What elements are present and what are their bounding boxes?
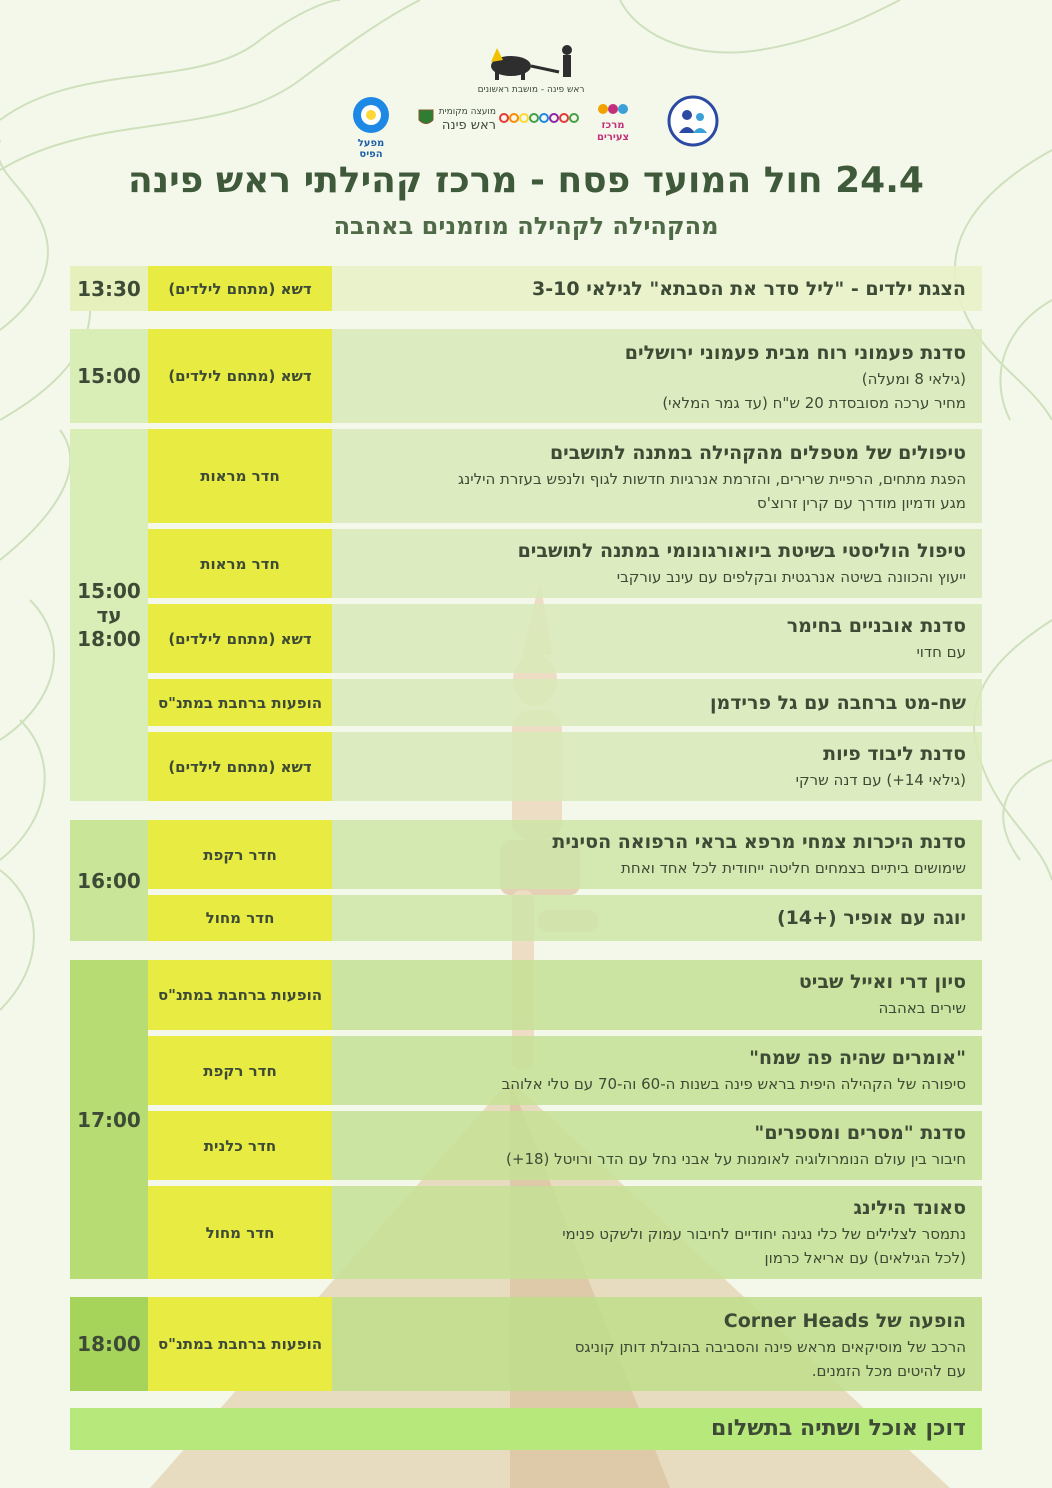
page-title: 24.4 חול המועד פסח - מרכז קהילתי ראש פינה [128,160,924,201]
schedule-row [148,1111,982,1180]
schedule-group-1330 [70,266,982,311]
schedule-row [148,1186,982,1279]
schedule-row [148,820,982,889]
event-title: סדנת ליבוד פיות [823,743,966,765]
location-cell: חדר כלנית [148,1111,332,1180]
schedule-row [148,266,982,311]
event-cell [332,604,982,673]
event-line: ייעוץ והכוונה בשיטה אנרגטית ובקלפים עם עינב עורקבי [616,568,966,586]
location-cell: הופעות ברחבת במתנ"ס [148,1297,332,1391]
event-title: טיפול הוליסטי בשיטת ביואורגונומי במתנה לתושבים [517,540,966,562]
council-emblem-icon [418,109,434,127]
event-title: סדנת היכרות צמחי מרפא בראי הרפואה הסינית [552,831,966,853]
event-line: הרכב של מוסיקאים מראש פינה והסביבה בהובלת דותן קוניגס [574,1338,966,1356]
time-cell: 18:00 [70,1297,148,1391]
event-title: סדנת פעמוני רוח מבית פעמוני ירושלים [624,342,966,364]
event-cell [332,820,982,889]
location-cell: חדר מחול [148,1186,332,1279]
time-cell: 17:00 [70,960,148,1279]
schedule-row [148,604,982,673]
council-logo: מועצה מקומית ראש פינה [418,106,496,132]
time-cell: 15:00 עד 18:00 [70,429,148,801]
event-title: סיון דרי ואייל שביט [798,971,966,993]
schedule-row [148,329,982,423]
community-people-icon [667,95,719,147]
community-center-logo [666,95,720,150]
event-title: הופעה של Corner Heads [723,1310,966,1332]
location-cell: חדר מראות [148,429,332,523]
schedule-row [148,1297,982,1391]
time-cell: 15:00 [70,329,148,423]
event-cell [332,1186,982,1279]
location-cell: חדר רקפת [148,1036,332,1105]
event-line: חיבור בין עולם הנומרולוגיה לאומנות על אבני נחל עם הדר ורויטל (18+) [506,1150,966,1168]
event-cell [332,1036,982,1105]
event-line: (לכל הגילאים) עם אריאל כרמון [764,1249,966,1267]
location-cell: הופעות ברחבת במתנ"ס [148,679,332,726]
mifal-hapais-icon [350,95,392,135]
rosh-pina-logo-text: ראש פינה - מושבת ראשונים [477,85,585,95]
schedule-group-1800 [70,1297,982,1391]
event-cell [332,266,982,311]
event-cell [332,429,982,523]
event-line: נתמסר לצלילים של כלי נגינה יחודיים לחיבור עמוק ולשקט פנימי [562,1225,966,1243]
youth-dots-icon [598,102,628,116]
food-stand-banner: דוכן אוכל ושתיה בתשלום [70,1408,982,1450]
event-line: שימושים ביתיים בצמחים חליטה ייחודית לכל אחד ואחת [621,859,966,877]
time-cell: 13:30 [70,266,148,311]
schedule-row [148,429,982,523]
location-cell: דשא (מתחם לילדים) [148,266,332,311]
event-line: (גילאי 14+) עם דנה שרקי [795,771,966,789]
location-cell: דשא (מתחם לילדים) [148,604,332,673]
time-cell: 16:00 [70,820,148,941]
event-title: יוגה עם אופיר (+14) [776,907,966,929]
youth-center-logo: מרכז צעירים [590,102,636,144]
event-cell [332,529,982,598]
event-cell [332,1111,982,1180]
event-title: טיפולים של מטפלים מהקהילה במתנה לתושבים [549,442,966,464]
event-line: עם להיטים מכל הזמנים. [811,1362,966,1380]
event-line: עם חדוי [916,643,966,661]
schedule-row [148,529,982,598]
event-title: הצגת ילדים - "ליל סדר את הסבתא" לגילאי 3-10 [532,277,966,300]
location-cell: חדר מראות [148,529,332,598]
schedule-group-1500-1800 [70,429,982,801]
event-title: סדנת אובניים בחימר [786,615,966,637]
rosh-pina-logo [476,42,586,95]
event-cell [332,1297,982,1391]
event-cell [332,732,982,801]
schedule-row [148,960,982,1030]
page-subtitle: מהקהילה לקהילה מוזמנים באהבה [333,212,719,240]
schedule-group-1500 [70,329,982,423]
event-cell [332,960,982,1030]
ox-plow-icon [481,42,581,82]
mifal-hapais-logo: מפעל הפיס [348,95,394,160]
event-line: (גילאי 8 ומעלה) [861,370,966,388]
location-cell: חדר רקפת [148,820,332,889]
event-line: הפגת מתחים, הרפיית שרירים, והזרמת אנרגיות חדשות לגוף ולנפש בעזרת הילינג [458,470,966,488]
schedule-row [148,1036,982,1105]
event-title: סדנת "מסרים ומספרים" [754,1122,966,1144]
location-cell: דשא (מתחם לילדים) [148,732,332,801]
event-line: שירים באהבה [878,999,966,1017]
event-line: סיפורה של הקהילה היפית בראש פינה בשנות ה-60 וה-70 עם טלי אלוהב [501,1075,966,1093]
schedule-row [148,895,982,941]
color-rings-logo [497,112,587,127]
event-cell [332,679,982,726]
schedule-group-1600 [70,820,982,941]
location-cell: דשא (מתחם לילדים) [148,329,332,423]
event-title: "אומרים שהיה פה שמח" [749,1047,966,1069]
location-cell: חדר מחול [148,895,332,941]
event-title: שח-מט ברחבה עם גל פרידמן [709,691,966,714]
logos-bar [0,40,1052,160]
event-cell [332,329,982,423]
rings-icon [498,112,586,124]
schedule-row [148,732,982,801]
event-line: מגע ודמיון מודרך עם קרין זרוצ'ס [757,494,966,512]
event-line: מחיר ערכה מסובסדת 20 ש"ח (עד גמר המלאי) [662,394,966,412]
location-cell: הופעות ברחבת במתנ"ס [148,960,332,1030]
event-title: סאונד הילינג [853,1197,966,1219]
event-cell [332,895,982,941]
schedule-row [148,679,982,726]
schedule-group-1700 [70,960,982,1279]
